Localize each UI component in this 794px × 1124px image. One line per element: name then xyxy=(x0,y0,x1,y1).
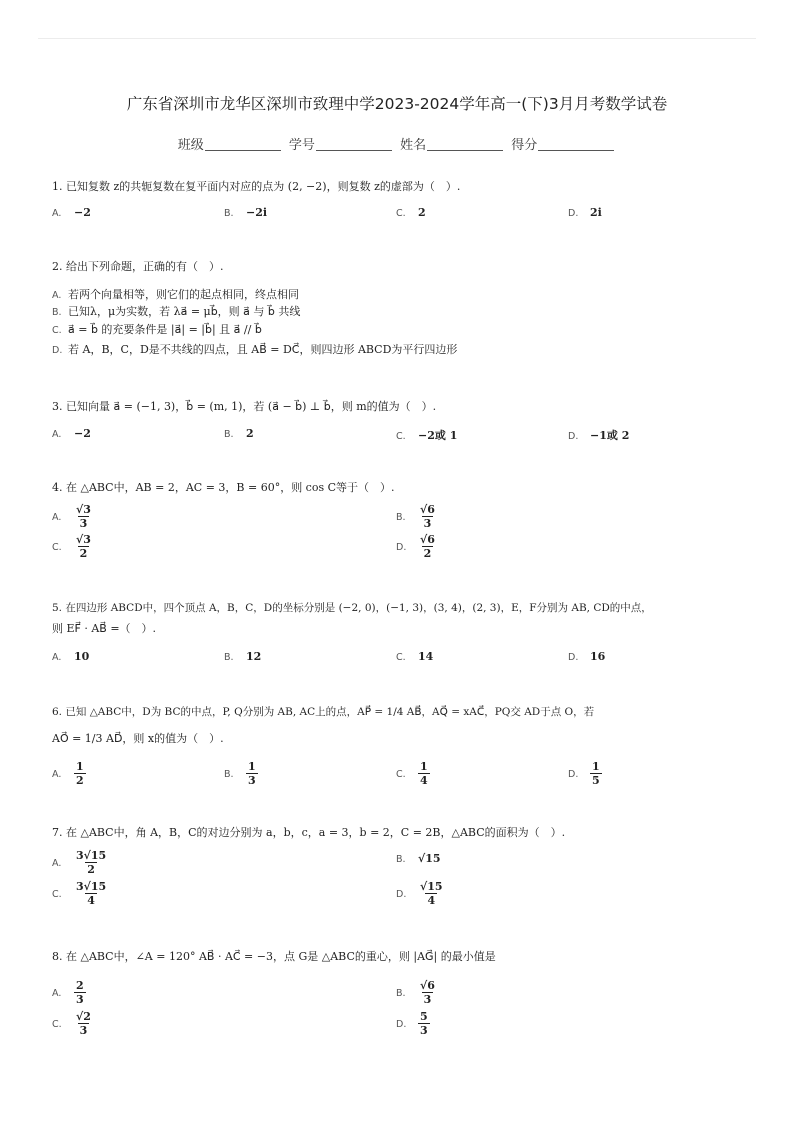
q5-option-c[interactable]: C. 14 xyxy=(396,650,434,663)
q8-option-a[interactable]: A. $\frac{2}{3}$ xyxy=(52,979,84,1006)
question-7-stem: 7. 在 △ABC中，角 A，B，C的对边分别为 a，b，c，a = 3，b = 2，C = 2B，△ABC的面积为（ ）. xyxy=(52,826,566,839)
q2-option-b[interactable]: B. 已知λ，μ为实数，若 λa⃗ = μb⃗，则 a⃗ 与 b⃗ 共线 xyxy=(52,305,301,318)
q3-option-c[interactable]: C. −2或 1 xyxy=(396,429,458,442)
fraction: $\frac{1}{4}$ xyxy=(420,760,428,787)
q7-option-b[interactable]: B. √15 xyxy=(396,852,441,865)
field-score-label: 得分 xyxy=(511,138,538,153)
q6-option-d[interactable]: D. $\frac{1}{5}$ xyxy=(568,760,600,787)
q4-option-a[interactable]: A. $\frac{√3}{3}$ xyxy=(52,503,91,530)
question-1-stem: 1. 已知复数 z的共轭复数在复平面内对应的点为 (2, −2)，则复数 z的虚部为（ ）. xyxy=(52,180,461,193)
fraction: $\frac{√6}{2}$ xyxy=(420,533,435,560)
q2-option-d[interactable]: D. 若 A，B，C，D是不共线的四点，且 AB⃗ = DC⃗，则四边形 ABCD为平行四边形 xyxy=(52,343,458,356)
q2-option-c[interactable]: C. a⃗ = b⃗ 的充要条件是 |a⃗| = |b⃗| 且 a⃗ // b⃗ xyxy=(52,323,262,336)
q6-option-c[interactable]: C. $\frac{1}{4}$ xyxy=(396,760,428,787)
question-8-stem: 8. 在 △ABC中，∠A = 120° AB⃗ · AC⃗ = −3，点 G是 △ABC的重心，则 |AG⃗| 的最小值是 xyxy=(52,950,496,963)
fraction: $\frac{2}{3}$ xyxy=(76,979,84,1006)
q3-option-b[interactable]: B. 2 xyxy=(224,427,254,440)
fraction: $\frac{√15}{4}$ xyxy=(420,880,443,907)
q8-option-d[interactable]: D. $\frac{5}{3}$ xyxy=(396,1010,428,1037)
question-3-stem: 3. 已知向量 a⃗ = (−1, 3)，b⃗ = (m, 1)，若 (a⃗ − b⃗) ⊥ b⃗，则 m的值为（ ）. xyxy=(52,400,437,413)
question-6-stem: 6. 已知 △ABC中，D为 BC的中点，P, Q分别为 AB, AC上的点，AP⃗ = 1/4 AB⃗，AQ⃗ = xAC⃗，PQ交 AD于点 O，若 xyxy=(52,706,595,718)
field-score-blank[interactable] xyxy=(538,138,614,151)
field-class-blank[interactable] xyxy=(205,138,281,151)
field-id-blank[interactable] xyxy=(316,138,392,151)
q3-option-d[interactable]: D. −1或 2 xyxy=(568,429,630,442)
q4-option-b[interactable]: B. $\frac{√6}{3}$ xyxy=(396,503,435,530)
fraction: $\frac{3√15}{4}$ xyxy=(76,880,107,907)
q1-option-d[interactable]: D. 2i xyxy=(568,206,602,219)
q7-option-c[interactable]: C. $\frac{3√15}{4}$ xyxy=(52,880,107,907)
question-5-stem: 5. 在四边形 ABCD中，四个顶点 A，B，C，D的坐标分别是 (−2, 0)，(−1, 3)，(3, 4)，(2, 3)，E，F分别为 AB, CD的中点， xyxy=(52,602,652,614)
q2-option-a[interactable]: A. 若两个向量相等，则它们的起点相同，终点相同 xyxy=(52,288,299,301)
q8-option-c[interactable]: C. $\frac{√2}{3}$ xyxy=(52,1010,91,1037)
q5-option-b[interactable]: B. 12 xyxy=(224,650,262,663)
header-rule xyxy=(38,38,756,39)
q6-option-b[interactable]: B. $\frac{1}{3}$ xyxy=(224,760,256,787)
q5-option-d[interactable]: D. 16 xyxy=(568,650,606,663)
field-class-label: 班级 xyxy=(177,138,204,153)
q5-option-a[interactable]: A. 10 xyxy=(52,650,90,663)
q1-option-b[interactable]: B. −2i xyxy=(224,206,268,219)
question-6-stem-cont: AO⃗ = 1/3 AD⃗，则 x的值为（ ）. xyxy=(52,732,224,745)
q8-option-b[interactable]: B. $\frac{√6}{3}$ xyxy=(396,979,435,1006)
fraction: $\frac{3√15}{2}$ xyxy=(76,849,107,876)
fraction: $\frac{√6}{3}$ xyxy=(420,979,435,1006)
page-title: 广东省深圳市龙华区深圳市致理中学2023-2024学年高一(下)3月月考数学试卷 xyxy=(126,95,668,113)
field-name-label: 姓名 xyxy=(400,138,427,153)
fraction: $\frac{√6}{3}$ xyxy=(420,503,435,530)
q1-option-c[interactable]: C. 2 xyxy=(396,206,426,219)
question-5-stem-cont: 则 EF⃗ · AB⃗ =（ ）. xyxy=(52,622,157,635)
question-2-stem: 2. 给出下列命题，正确的有（ ）. xyxy=(52,260,224,273)
q6-option-a[interactable]: A. $\frac{1}{2}$ xyxy=(52,760,84,787)
fraction: $\frac{1}{2}$ xyxy=(76,760,84,787)
question-4-stem: 4. 在 △ABC中，AB = 2，AC = 3，B = 60°，则 cos C等于（ ）. xyxy=(52,481,395,494)
fraction: $\frac{5}{3}$ xyxy=(420,1010,428,1037)
fraction: $\frac{1}{3}$ xyxy=(248,760,256,787)
q7-option-d[interactable]: D. $\frac{√15}{4}$ xyxy=(396,880,443,907)
q3-option-a[interactable]: A. −2 xyxy=(52,427,91,440)
fraction: $\frac{√2}{3}$ xyxy=(76,1010,91,1037)
field-name-blank[interactable] xyxy=(427,138,503,151)
q7-option-a[interactable]: A. $\frac{3√15}{2}$ xyxy=(52,849,107,876)
fraction: $\frac{1}{5}$ xyxy=(592,760,600,787)
student-info-bar xyxy=(0,134,794,153)
q4-option-c[interactable]: C. $\frac{√3}{2}$ xyxy=(52,533,91,560)
fraction: $\frac{√3}{2}$ xyxy=(76,533,91,560)
q1-option-a[interactable]: A. −2 xyxy=(52,206,91,219)
q4-option-d[interactable]: D. $\frac{√6}{2}$ xyxy=(396,533,435,560)
fraction: $\frac{√3}{3}$ xyxy=(76,503,91,530)
field-id-label: 学号 xyxy=(288,138,315,153)
